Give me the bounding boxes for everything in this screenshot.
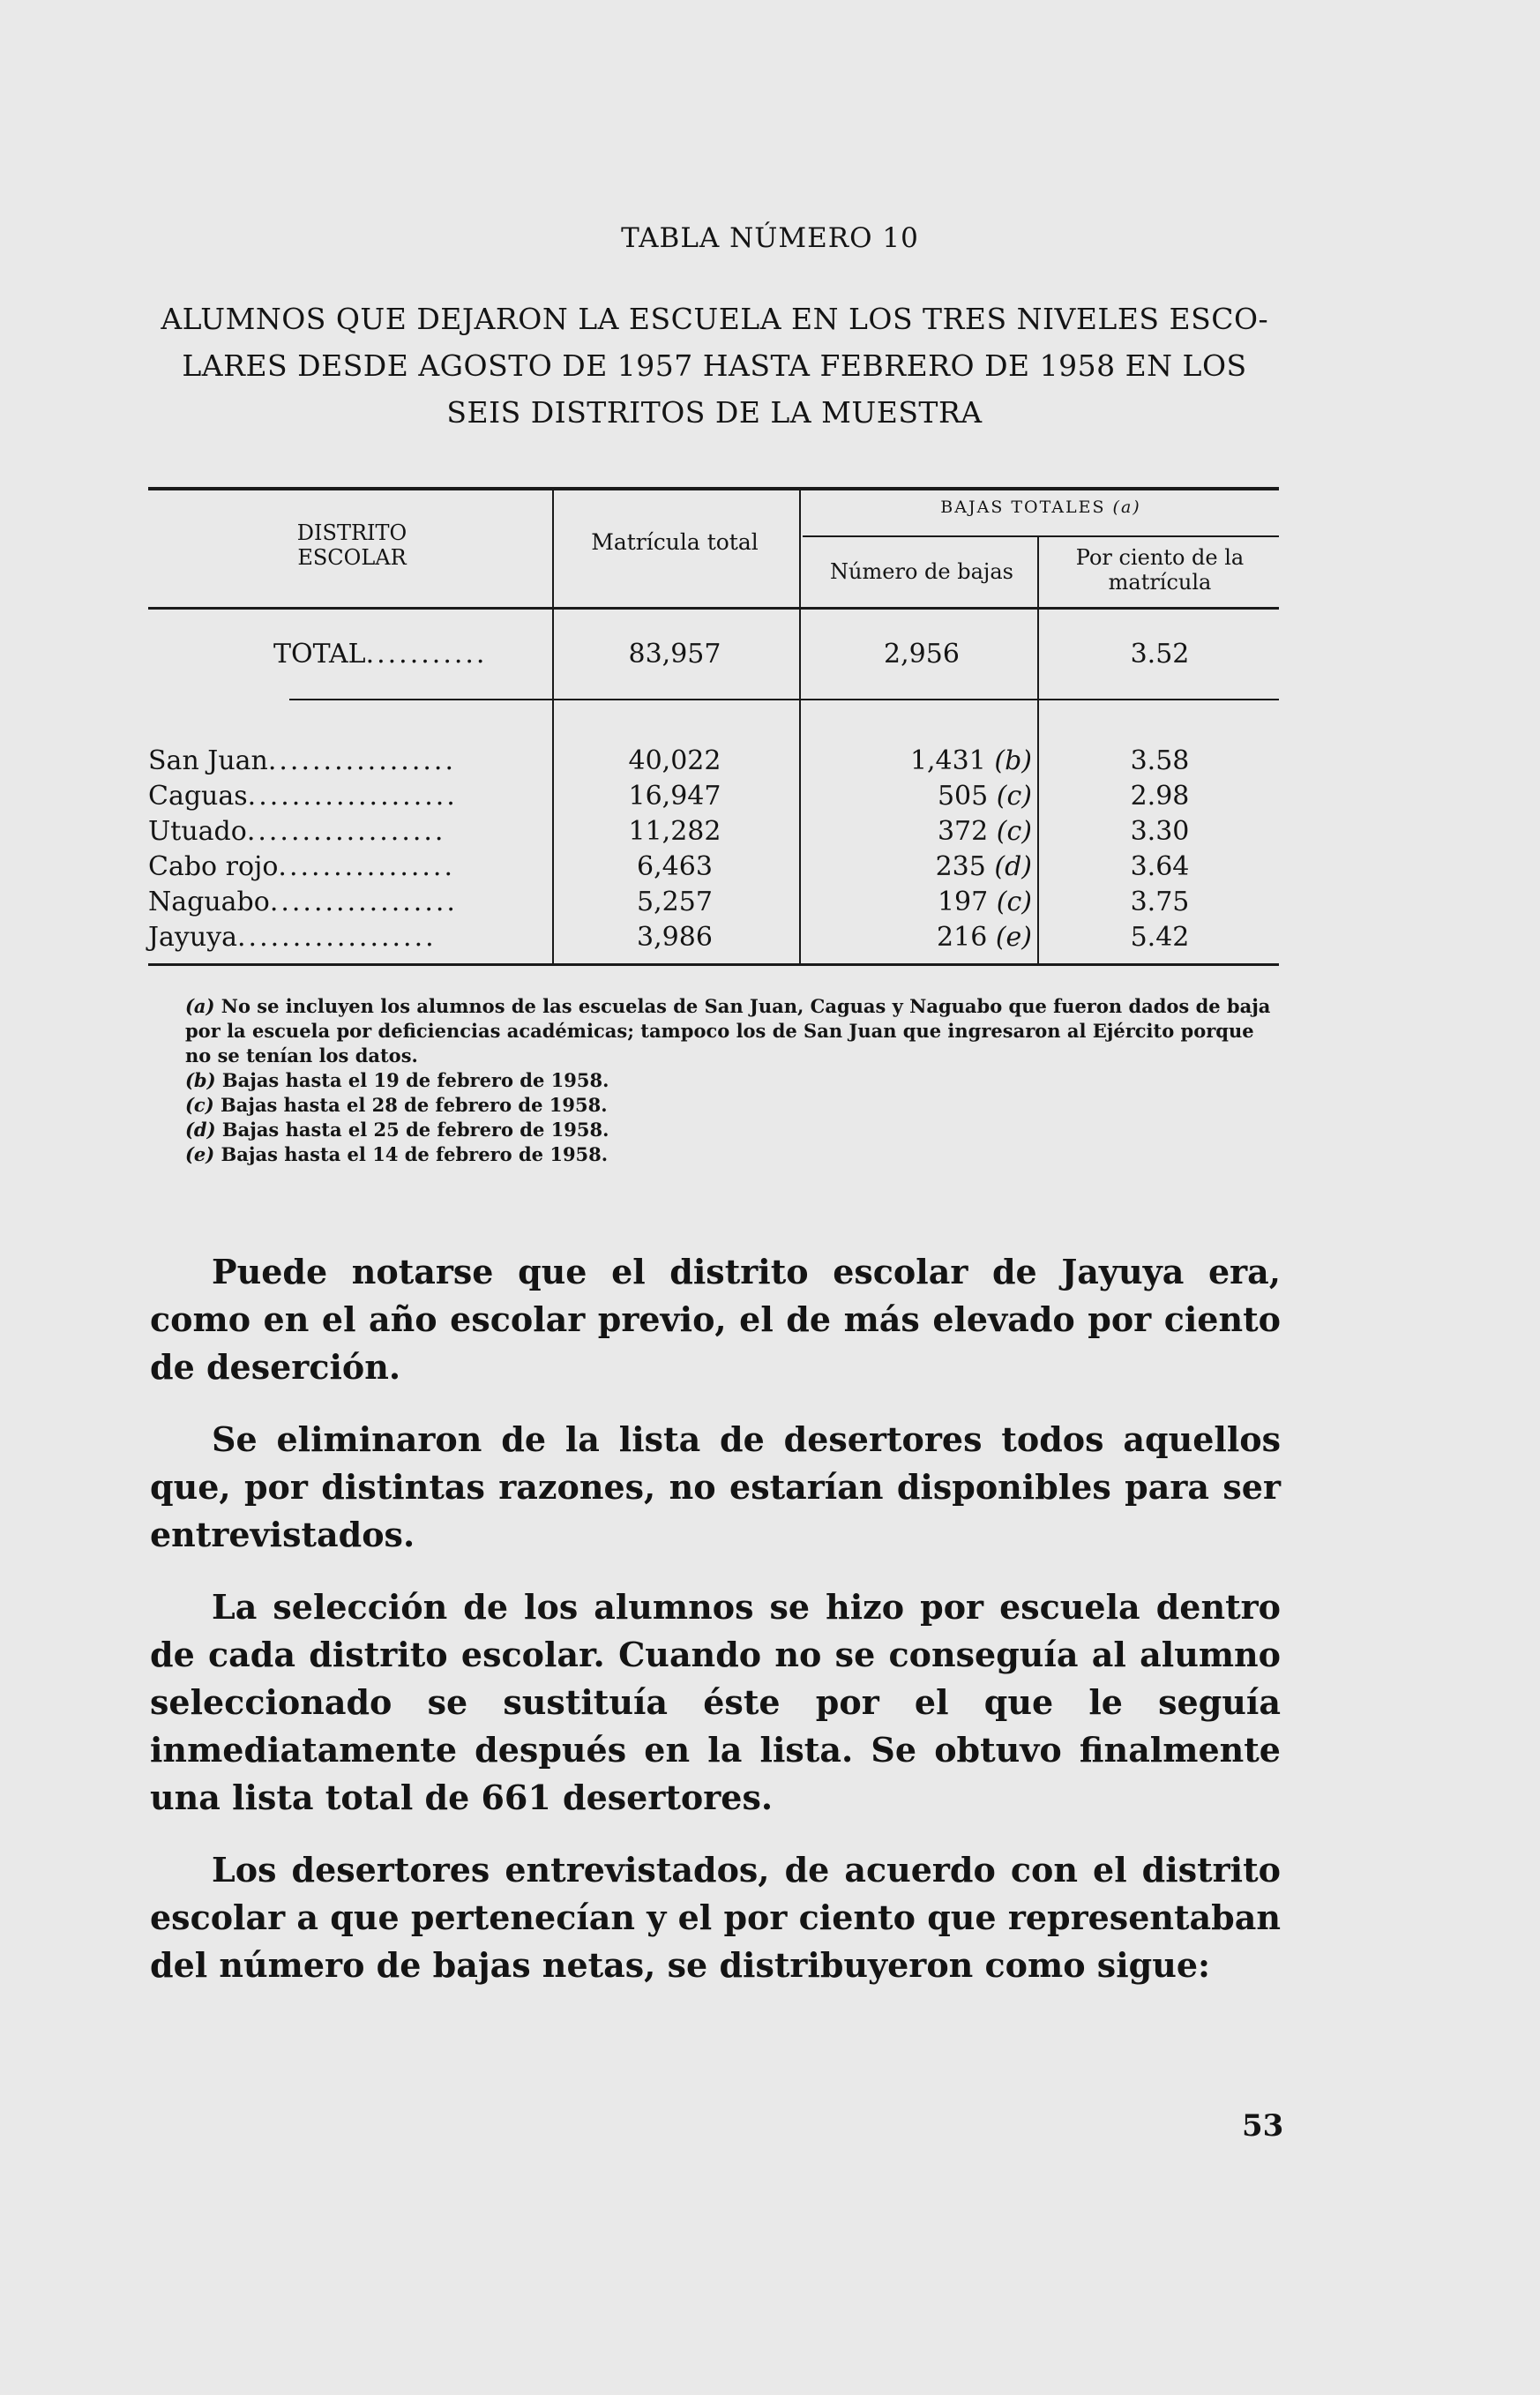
header-bottom-rule [148,607,1279,610]
table-title: ALUMNOS QUE DEJARON LA ESCUELA EN LOS TRES NIVELES ESCOLARES DESDE AGOSTO DE 1957 HASTA FEBRERO DE 1958 EN LOS SEIS DISTRITOS DE LA MUESTRA [161,302,1268,430]
district-name: San Juan [148,745,268,776]
row-matricula: 6,463 [637,851,713,882]
row-por-ciento: 3.64 [1130,851,1190,882]
footnote-text: Bajas hasta el 25 de febrero de 1958. [221,1119,609,1141]
leader-dots: ................. [269,887,458,917]
row-numero [803,851,1032,882]
footnote [150,1118,1281,1142]
footnote-key: (a) [185,995,215,1017]
paragraph: Los desertores entrevistados, de acuerdo con el distrito escolar a que pertenecían y el por ciento que representaban del número de bajas netas, se distribuyeron como sigue: [150,1850,1281,1985]
footnote [150,994,1281,1068]
footnote-key: (b) [185,1069,216,1091]
leader-dots: ................ [278,851,455,882]
numero-value: 197 [937,887,989,917]
paragraph: La selección de los alumnos se hizo por escuela dentro de cada distrito escolar. Cuando no se conseguía al alumno seleccionado se sustituía éste por el que le seguía inmediatamente después en la lista. Se obtuvo finalmente una lista total de 661 desertores. [150,1587,1281,1817]
table-top-rule [148,487,1279,490]
header-distrito [148,520,556,570]
header-distrito-line2: ESCOLAR [297,545,407,570]
total-numero: 2,956 [884,639,960,670]
paragraph: Se eliminaron de la lista de desertores todos aquellos que, por distintas razones, no estarían disponibles para ser entrevistados. [150,1419,1281,1554]
row-numero [803,781,1032,812]
numero-value: 1,431 [909,745,986,776]
row-por-ciento: 5.42 [1130,922,1190,953]
note-ref: (c) [996,887,1032,917]
row-por-ciento: 3.58 [1130,745,1190,776]
header-distrito-line1: DISTRITO [296,520,407,545]
table-label: TABLA NÚMERO 10 [621,222,919,254]
table-footnotes [150,994,1281,1167]
note-ref: (b) [994,745,1032,776]
row-distrito [148,781,545,812]
total-por-ciento: 3.52 [1130,639,1190,670]
row-distrito [148,922,545,953]
row-numero [803,887,1032,917]
note-ref: (d) [994,851,1032,882]
body-text [150,1248,1281,2014]
footnote [150,1093,1281,1118]
footnote-text: No se incluyen los alumnos de las escuelas de San Juan, Caguas y Naguabo que fueron dados de baja por la escuela por deficiencias académicas; tampoco los de San Juan que ingresaron al Ejército porque no se tenían los datos. [185,995,1271,1067]
footnote-text: Bajas hasta el 28 de febrero de 1958. [220,1094,608,1116]
leader-dots: ........... [365,639,488,670]
column-divider [1037,537,1039,963]
row-distrito [148,816,545,847]
header-matricula: Matrícula total [591,529,759,555]
row-matricula: 11,282 [628,816,721,847]
note-ref: (c) [996,816,1032,847]
row-numero [803,922,1032,953]
leader-dots: .................. [237,922,437,953]
leader-dots: ................. [267,745,456,776]
data-table [148,487,1279,966]
row-por-ciento: 2.98 [1130,781,1190,812]
header-por-ciento [1041,545,1279,595]
row-matricula: 16,947 [628,781,721,812]
row-distrito [148,887,545,917]
numero-value: 505 [937,781,989,812]
header-por-ciento-line1: Por ciento de la [1075,545,1245,570]
district-name: Utuado [148,816,247,847]
total-label: TOTAL [273,639,366,670]
header-por-ciento-line2: matrícula [1108,570,1212,595]
row-matricula: 5,257 [637,887,713,917]
numero-value: 235 [935,851,986,882]
leader-dots: .................. [246,816,446,847]
footnote-text: Bajas hasta el 19 de febrero de 1958. [221,1069,609,1091]
page-number: 53 [1242,2108,1284,2144]
numero-value: 216 [937,922,988,953]
row-matricula: 3,986 [637,922,713,953]
footnote [150,1142,1281,1167]
note-ref: (e) [995,922,1032,953]
leader-dots: ................... [247,781,458,812]
district-name: Jayuya [148,922,238,953]
footnote-key: (c) [185,1094,214,1116]
total-row-label [273,639,547,670]
row-por-ciento: 3.75 [1130,887,1190,917]
row-por-ciento: 3.30 [1130,816,1190,847]
header-numero-bajas: Número de bajas [830,559,1013,584]
header-bajas-note: (a) [1112,498,1141,517]
table-bottom-rule [148,963,1279,966]
header-bajas-label: BAJAS TOTALES [940,498,1106,517]
total-matricula: 83,957 [628,639,721,670]
footnote-key: (e) [185,1143,215,1165]
district-name: Naguabo [148,887,270,917]
row-distrito [148,745,545,776]
paragraph: Puede notarse que el distrito escolar de Jayuya era, como en el año escolar previo, el de más elevado por ciento de deserción. [150,1252,1281,1387]
footnote [150,1068,1281,1093]
row-matricula: 40,022 [628,745,721,776]
footnote-key: (d) [185,1119,216,1141]
header-bajas-totales [803,498,1279,517]
numero-value: 372 [937,816,989,847]
total-bottom-rule [289,699,1279,700]
bajas-group-rule [803,535,1279,537]
district-name: Cabo rojo [148,851,279,882]
column-divider [799,490,801,963]
district-name: Caguas [148,781,248,812]
row-distrito [148,851,545,882]
row-numero [803,816,1032,847]
footnote-text: Bajas hasta el 14 de febrero de 1958. [221,1143,609,1165]
note-ref: (c) [996,781,1032,812]
row-numero [803,745,1032,776]
